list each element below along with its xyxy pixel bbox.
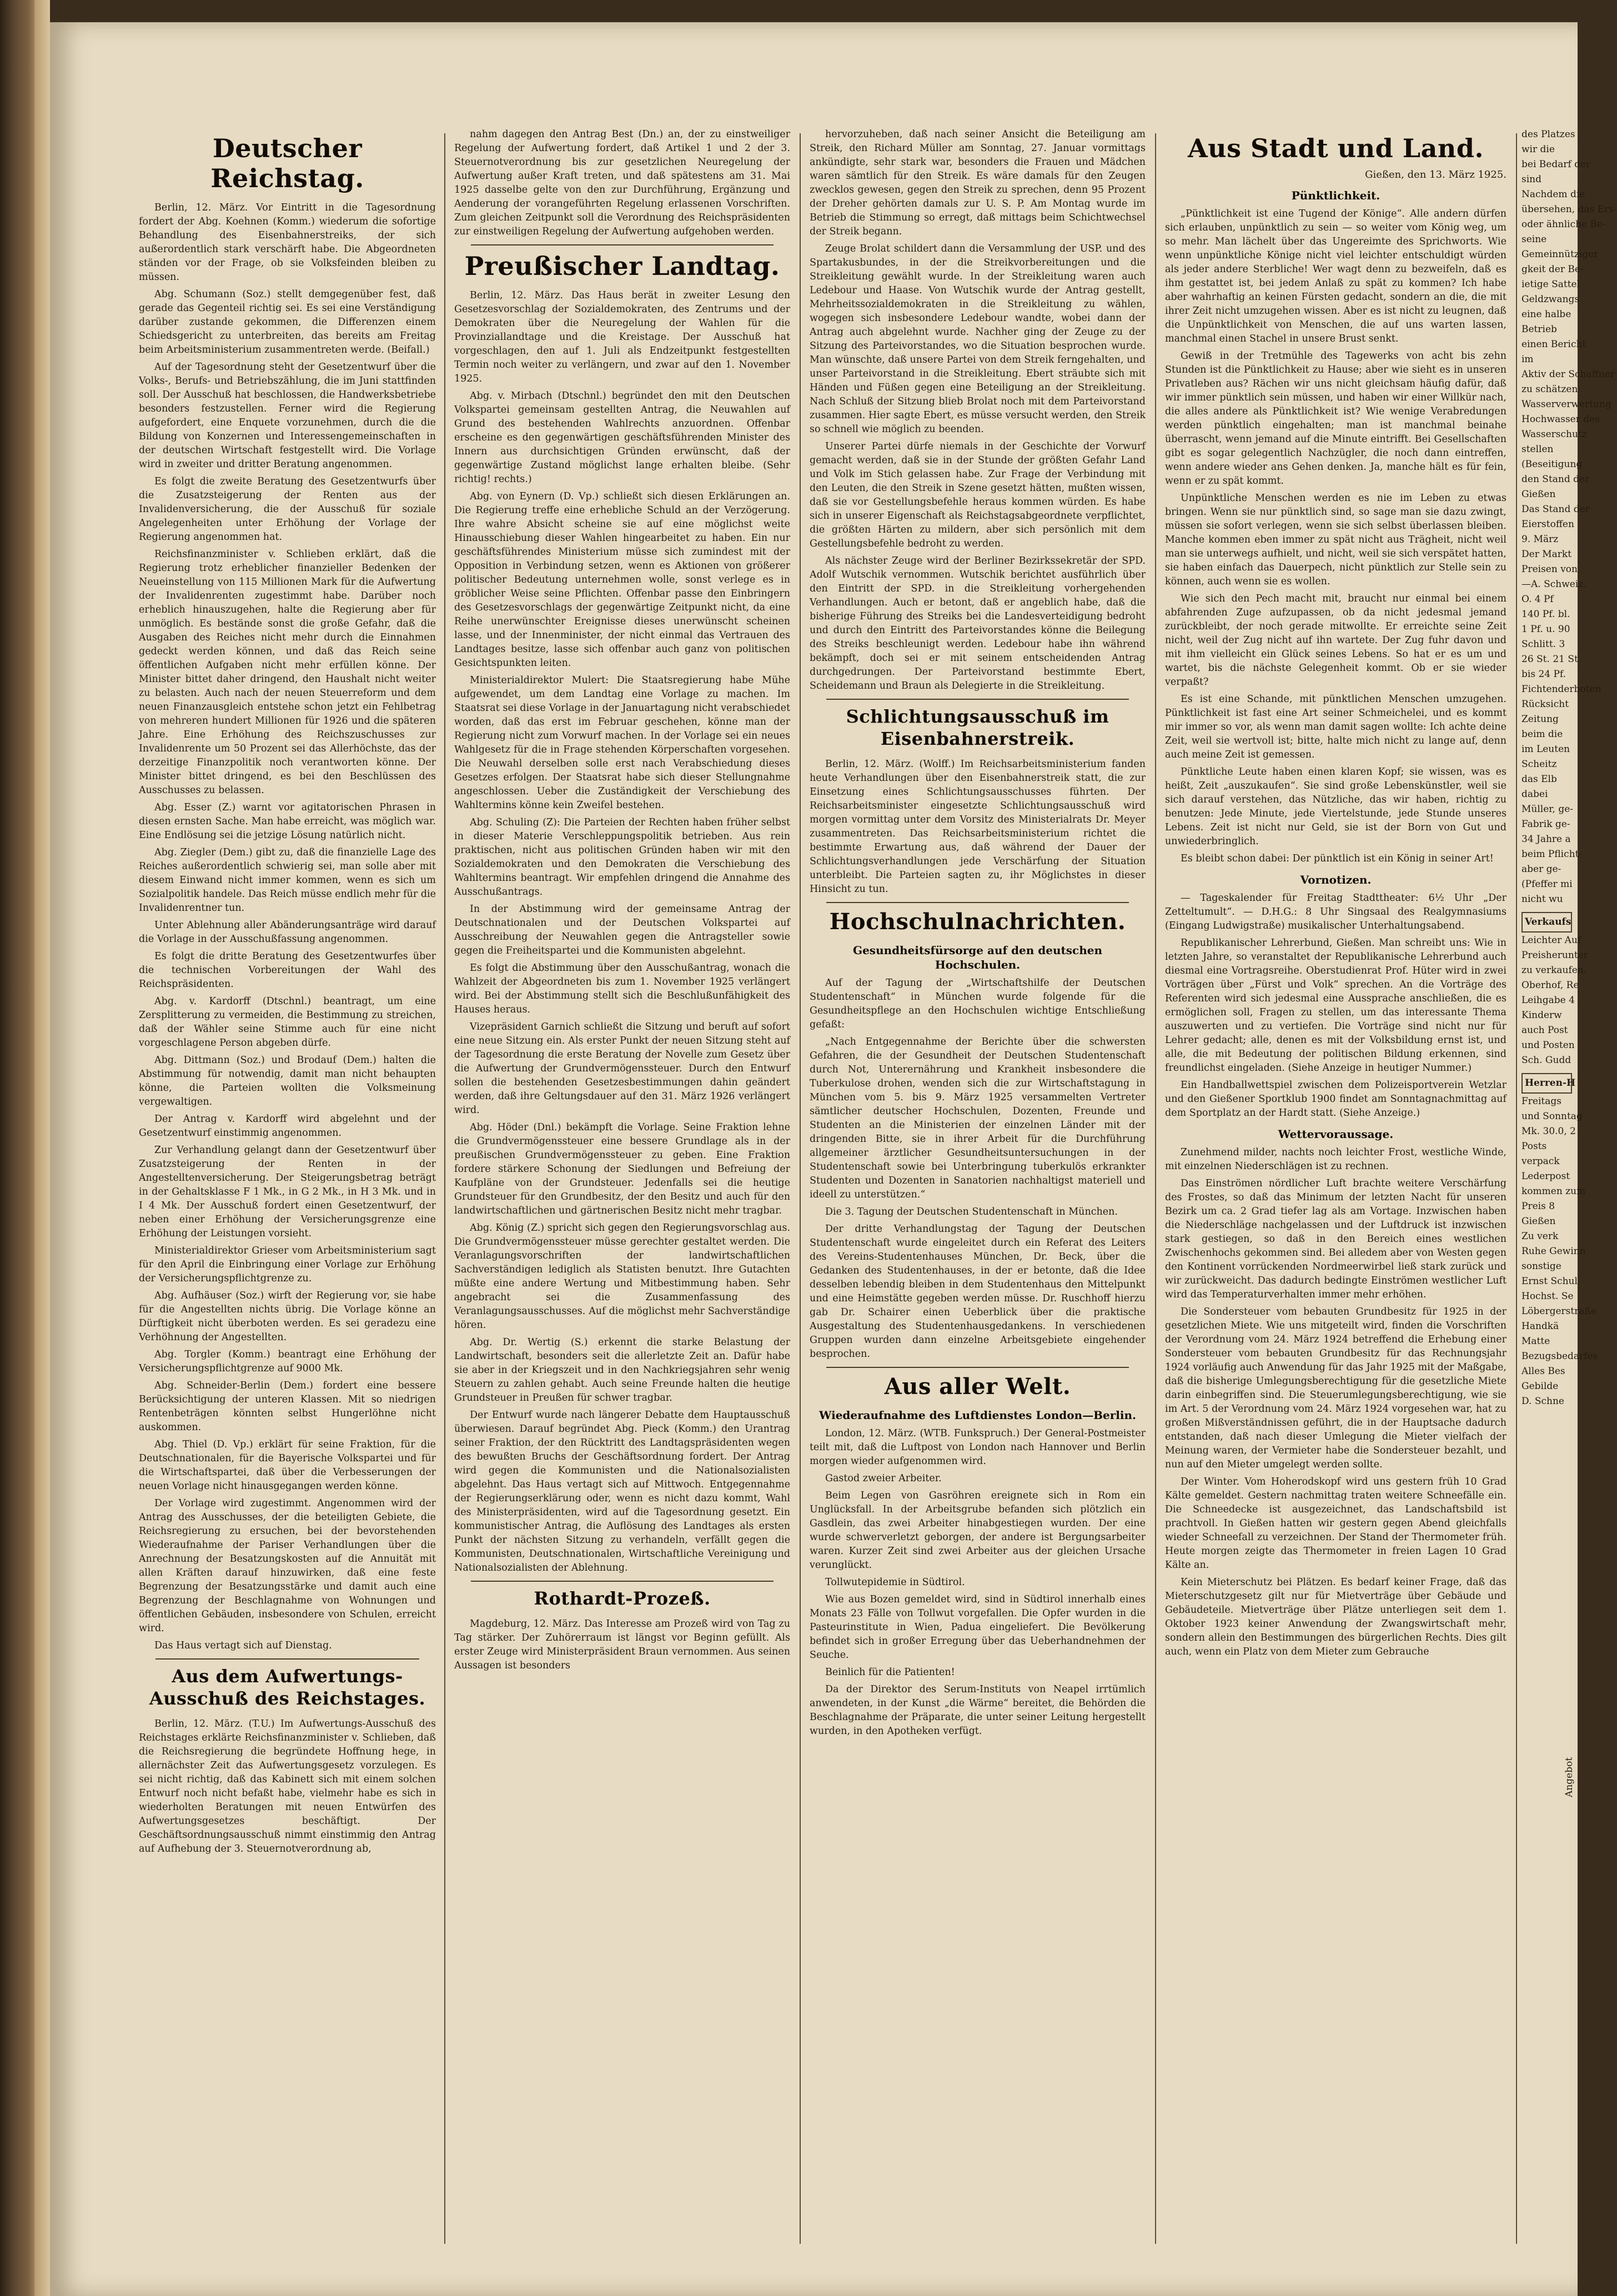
edge-line: (Beseitigung — [1521, 459, 1583, 470]
edge-line: im Leuten — [1521, 744, 1570, 755]
edge-line: Gebilde — [1521, 1381, 1559, 1392]
paragraph: Es folgt die zweite Beratung des Gesetzentwurfs über die Zusatzsteigerung der Renten aus der Invalidenversicherung, die der Ausschuß für soziale Angelegenheiten unter Erhöhung der Vorlage der Regierung angenommen hat. — [139, 476, 436, 543]
paragraph: nahm dagegen den Antrag Best (Dn.) an, der zu einstweiliger Regelung der Aufwertung fordert, daß Artikel 1 und 2 der 3. Steuernotverordnung bis zur gesetzlichen Neuregelung der Aufwertung außer Kraft treten, und daß spätestens am 31. Mai 1925 dasselbe gelte von den zur Durchführung, Ergänzung und Aenderung der vorangeführten Regelung erlassenen Vorschriften. Zum gleichen Zeitpunkt soll die Verordnung des Reichspräsidenten zur einstweiligen Regelung der Aufwertung aufgehoben werden. — [454, 129, 790, 237]
separator — [471, 1581, 774, 1582]
paragraph: Vizepräsident Garnich schließt die Sitzung und beruft auf sofort eine neue Sitzung ein. Als erster Punkt der neuen Sitzung steht auf der Tagesordnung die erste Beratung der Novelle zum Gesetz über die Aufwertung der Grundvermögenssteuer. Durch den Entwurf sollen die bestehenden Gesetzesbestimmungen dahin geändert werden, daß ihre Geltungsdauer auf den 31. März 1926 verlängert wird. — [454, 1021, 790, 1116]
headline-stadt-land: Aus Stadt und Land. — [1187, 133, 1484, 163]
edge-line: 34 Jahre a — [1521, 834, 1571, 845]
edge-line: Das Stand der — [1521, 504, 1590, 515]
side-vertical-word: Angebot — [1564, 1757, 1575, 1798]
edge-line: stellen — [1521, 444, 1554, 455]
edge-line: Leichter Auf — [1521, 935, 1581, 946]
edge-line: sind — [1521, 174, 1541, 185]
paragraph: Die Sondersteuer vom bebauten Grundbesitz für 1925 in der gesetzlichen Miete. Wie uns mitgeteilt wird, finden die Vorschriften der Verordnung vom 24. März 1924 betreffend die Erhebung einer Sondersteuer vom bebauten Grundbesitz für das Rechnungsjahr 1924 vorläufig auch Anwendung für das Jahr 1925 mit der Maßgabe, daß die bisherige Umlegungsberechtigung für die gesetzliche Miete darin einbegriffen sind. Die Steuerumlegungsberechtigung, wie sie im Art. 5 der Verordnung vom 24. März 1924 vorgesehen war, hat zu großen Mißverständnissen geführt, die in der Hauptsache dadurch entstanden, daß nach dieser Umlegung die Mieter vielfach der Meinung waren, der Vermieter habe die Sondersteuer bezahlt, und nun auf den Mieter umgelegt werden sollte. — [1165, 1306, 1506, 1470]
headline-aufwertung: Aus dem Aufwertungs-Ausschuß des Reichstages. — [149, 1666, 426, 1709]
paragraph: Abg. Torgler (Komm.) beantragt eine Erhöhung der Versicherungspflichtgrenze auf 9000 Mk. — [139, 1349, 436, 1374]
edge-line: Matte — [1521, 1336, 1550, 1347]
aufwertung-continued — [454, 128, 790, 239]
paragraph: Unter Ablehnung aller Abänderungsanträge wird darauf die Vorlage in der Ausschußfassung angenommen. — [139, 920, 436, 945]
paragraph: In der Abstimmung wird der gemeinsame Antrag der Deutschnationalen und der Deutschen Volkspartei auf Ausschreibung der Neuwahlen gegen die Antragsteller sowie gegen die Freiheitspartei und die Kommunisten abgelehnt. — [454, 904, 790, 956]
paragraph: Der dritte Verhandlungstag der Tagung der Deutschen Studentenschaft wurde eingeleitet durch ein Referat des Leiters des Vereins-Studentenhauses München, Dr. Beck, über die Gedanken des Studentenhauses, in der er betonte, daß die Idee desselben lebendig bleiben in dem Studentenhaus den Mittelpunkt und eine Heimstätte gegeben werden müsse. Dr. Ruschhoff hierzu gab Dr. Schairer einen Ueberblick über die praktische Ausgestaltung des Studentenhausgedankens. In verschiedenen Gruppen wurden dann einzelne Arbeitsgebiete eingehender besprochen. — [810, 1224, 1146, 1360]
edge-line: Eierstoffen — [1521, 519, 1574, 530]
paragraph: Tollwutepidemie in Südtirol. — [825, 1577, 965, 1588]
edge-line: sonstige — [1521, 1261, 1561, 1272]
paragraph: Wie sich den Pech macht mit, braucht nur einmal bei einem abfahrenden Zuge aufzupassen, ob da nicht jedesmal jemand zurückbleibt, der noch gerade mitwollte. Er erreichte seine Zeit nicht, weil der Zug nicht auf ihn wartete. Der Zug fuhr davon und mit ihm vielleicht ein Glück seines Lebens. So hat er es um und wartet, bis die nächste Gelegenheit kommt. Ob er sie wieder verpaßt? — [1165, 593, 1506, 688]
paragraph: Beinlich für die Patienten! — [825, 1667, 955, 1678]
column-landtag — [454, 128, 790, 2266]
edge-line: Der Markt — [1521, 549, 1572, 560]
edge-line: Hochwasser des — [1521, 414, 1600, 425]
edge-line: ietige Sattel — [1521, 279, 1580, 290]
paragraph: Unpünktliche Menschen werden es nie im Leben zu etwas bringen. Wenn sie nur pünktlich sind, so sage man sie dazu zwingt, müssen sie sofort verlegen, wenn sie sich selbst überlassen bleiben. Manche kommen eben immer zu spät nicht aus Trägheit, nicht weil man sie unterwegs aufhielt, und nicht, weil sie sich verspätet hatten, sie haben einfach das Dauerpech, nicht pünktlich zur Stelle sein zu können, auch wenn sie es wollen. — [1165, 493, 1506, 587]
edge-line: verpack — [1521, 1156, 1560, 1167]
paragraph: hervorzuheben, daß nach seiner Ansicht die Beteiligung am Streik, den Richard Müller am Sonntag, 27. Januar vormittags ankündigte, sehr stark war, besonders die Frauen und Mädchen waren sämtlich für den Streik. Es wäre damals für den Zeugen zwecklos gewesen, gegen den Streik zu sprechen, denn 95 Prozent der Dreher gehörten damals zur U. S. P. Am Montag wurde im Betrieb die Stimmung so erregt, daß mittags beim Schichtwechsel der Streik begann. — [810, 129, 1146, 237]
paragraph: Abg. Thiel (D. Vp.) erklärt für seine Fraktion, für die Deutschnationalen, für die Bayerische Volkspartei und für die Wirtschaftspartei, daß über die Verbesserungen der neuen Vorlage nicht hinausgegangen werden könne. — [139, 1439, 436, 1492]
edge-lines-mid — [1521, 934, 1588, 1067]
edge-line: Gemeinnütziger — [1521, 249, 1599, 260]
edge-line: Gießen — [1521, 489, 1556, 500]
edge-line: 1 Pf. u. 90 — [1521, 624, 1570, 635]
paragraph: Zeuge Brolat schildert dann die Versammlung der USP. und des Spartakusbundes, in der die Streikvorbereitungen und die Streikleitung gewählt wurde. In der Streikleitung waren auch Ledebour und Haase. Von Wutschik wurde der Antrag gestellt, Mehrheitssozialdemokraten in die Streikleitung zu wählen, wogegen sich insbesondere Ledebour wandte, wobei dann der Antrag auch abgelehnt wurde. Nachher ging der Zeuge zu der Sitzung des Parteivorstandes, wo die Situation besprochen wurde. Man wünschte, daß unsere Partei von dem Streik ferngehalten, und unser Parteivorstand in die Streikleitung. Ebert sträubte sich mit Händen und Füßen gegen eine Beteiligung an der Streikleitung. Nach Schluß der Sitzung blieb Brolat noch mit dem Parteivorstand zusammen. Hier sagte Ebert, es müsse versucht werden, den Streik so schnell wie möglich zu beenden. — [810, 243, 1146, 435]
paragraph: Der Winter. Vom Hoherodskopf wird uns gestern früh 10 Grad Kälte gemeldet. Gestern nachmittag traten weitere Schneefälle ein. Die Schneedecke ist ausgezeichnet, das Landschaftsbild ist prachtvoll. In Gießen hatten wir gestern gegen Abend gleichfalls wieder Schneefall zu verzeichnen. Der Stand der Thermometer früh. Heute morgen zeigte das Thermometer in freien Lagen 10 Grad Kälte an. — [1165, 1476, 1506, 1571]
paragraph: Abg. Ziegler (Dem.) gibt zu, daß die finanzielle Lage des Reiches außerordentlich schwierig sei, man solle aber mit diesem Einwand nicht immer kommen, wenn es sich um Sozialpolitik handele. Das Reich müsse endlich mehr für die Invalidenrentner tun. — [139, 847, 436, 914]
edge-line: Löbergerstraße — [1521, 1306, 1596, 1317]
edge-line: Mk. 30.0, 2 — [1521, 1126, 1576, 1137]
landtag-body — [454, 289, 790, 1575]
edge-line: O. 4 Pf — [1521, 594, 1554, 605]
column-rule-2 — [800, 133, 801, 2244]
puenktlichkeit-body — [1165, 207, 1506, 866]
paragraph: Ministerialdirektor Mulert: Die Staatsregierung habe Mühe aufgewendet, um dem Landtag eine Vorlage zu machen. Im Staatsrat sei diese Vorlage in der Januartagung nicht verabschiedet worden, daß das erst im Februar geschehen, könne man der Regierung nicht zum Vorwurf machen. In der Vorlage sei ein neues Wahlgesetz für die in Frage stehenden Körperschaften vorgesehen. Die Neuwahl derselben solle erst nach Verabschiedung dieses Gesetzes erfolgen. Der Staatsrat habe sich dieser Stellungnahme angeschlossen. Ueber die Zuständigkeit der Verschiebung des Wahltermins könne kein Zweifel bestehen. — [454, 675, 790, 811]
edge-line: den Stand der — [1521, 474, 1590, 485]
edge-line: Müller, ge- — [1521, 804, 1574, 815]
paragraph: Das Einströmen nördlicher Luft brachte weitere Verschärfung des Frostes, so daß das Minimum der letzten Nacht für unseren Bezirk um ca. 2 Grad tiefer lag als am Vortage. Inzwischen haben die Niederschläge nachgelassen und der Luftdruck ist inzwischen stark gestiegen, so daß in den Bereich eines westlichen Zwischenhochs gekommen sind. Bei alledem aber von Westen gegen den Kontinent vorrückenden Nordmeerwirbel ließ stark zurück und wir zurückweicht. Das dadurch bedingte Einströmen westlicher Luft wird das Temperaturverhalten immer mehr erhöhen. — [1165, 1178, 1506, 1300]
edge-line: Leihgabe 4 — [1521, 995, 1575, 1006]
edge-line: (Pfeffer mi — [1521, 879, 1573, 890]
paragraph: Abg. Aufhäuser (Soz.) wirft der Regierung vor, sie habe für die Angestellten nichts übrig. Die Vorlage könne an Dürftigkeit nicht überboten werden. Es sei geradezu eine Verhöhnung der Angestellten. — [139, 1290, 436, 1343]
aller-welt-body — [810, 1427, 1146, 1738]
edge-line: nicht wu — [1521, 894, 1563, 905]
edge-lines-low — [1521, 1095, 1598, 1408]
edge-line: wir die — [1521, 144, 1555, 155]
paragraph: Als nächster Zeuge wird der Berliner Bezirkssekretär der SPD. Adolf Wutschik vernommen. Wutschik berichtet ausführlich über den Eintritt der SPD. in die Streikleitung vorhergehenden Verhandlungen. Auch er betont, daß er angeblich habe, daß die bisherige Führung des Streiks bei die Landesverteidigung bedroht und durch den Eintritt des Parteivorstandes könne die Beilegung des Streiks beschleunigt werden. Ledebour habe ihn während bekämpft, doch sei er mit seinem entscheidenden Antrag durchgedrungen. Der Parteivorstand bestimmte Ebert, Scheidemann und Braun als Delegierte in die Streikleitung. — [810, 555, 1146, 691]
paragraph: Abg. Dittmann (Soz.) und Brodauf (Dem.) halten die Abstimmung für notwendig, damit man nicht behaupten könne, die Parteien wollten die Volksmeinung vergewaltigen. — [139, 1055, 436, 1107]
headline-rothardt: Rothardt-Prozeß. — [534, 1588, 711, 1609]
edge-line: auch Post — [1521, 1025, 1568, 1036]
paragraph: Magdeburg, 12. März. Das Interesse am Prozeß wird von Tag zu Tag stärker. Der Zuhörerraum ist längst vor Beginn gefüllt. Als erster Zeuge wird Ministerpräsident Braun vernommen. Aus seinen Aussagen ist besonders — [454, 1618, 790, 1671]
edge-line: Bezugsbedarfes — [1521, 1351, 1598, 1362]
edge-line: Lederpost — [1521, 1171, 1570, 1182]
separator — [826, 699, 1129, 700]
edge-line: beim die — [1521, 729, 1563, 740]
edge-line: Posts — [1521, 1141, 1547, 1152]
edge-line: D. Schne — [1521, 1396, 1564, 1407]
column-mixed — [810, 128, 1146, 2266]
headline-hochschul: Hochschulnachrichten. — [829, 909, 1126, 935]
edge-line: einen Bericht — [1521, 339, 1586, 350]
edge-line: Ruhe Gewinn — [1521, 1246, 1586, 1257]
edge-line: bis 24 Pf. — [1521, 669, 1566, 680]
edge-line: Kinderw — [1521, 1010, 1562, 1021]
paragraph: Abg. v. Mirbach (Dtschnl.) begründet den mit den Deutschen Volkspartei gemeinsam gestellten Antrag, die Neuwahlen auf Grund des bestehenden Wahlrechts anzuordnen. Offenbar erscheine es den gegenwärtigen geschäftsführenden Minister des Innern aus durchsichtigen Gründen erwünscht, daß der gegenwärtige Zustand möglichst lange erhalten bleibe. (Sehr richtig! rechts.) — [454, 390, 790, 485]
edge-line: übersehen, das Ers- — [1521, 204, 1617, 215]
binding-spine — [0, 0, 34, 2296]
paragraph: Abg. v. Kardorff (Dtschnl.) beantragt, um eine Zersplitterung zu vermeiden, die Bestimmung zu streichen, daß der Wähler seine Stimme auch für eine nicht vorgeschlagene Person abgeben dürfe. — [139, 996, 436, 1049]
edge-line: und Sonntag — [1521, 1111, 1583, 1122]
edge-line: Rücksicht — [1521, 699, 1569, 710]
lokales-body — [1165, 1305, 1506, 1659]
edge-line: Freitags — [1521, 1096, 1561, 1107]
headline-schlichtung: Schlichtungsausschuß im Eisenbahnerstreik. — [846, 706, 1109, 749]
paragraph: Reichsfinanzminister v. Schlieben erklärt, daß die Regierung trotz erheblicher finanzieller Bedenken der Neueinstellung von 115 Millionen Mark für die Aufwertung der Invalidenrenten zugestimmt habe. Darüber noch erheblich hinauszugehen, halte die Regierung aber für unmöglich. Es bestände sonst die große Gefahr, daß die Ausgaben des Reiches nicht mehr durch die Einnahmen gedeckt werden können, und daß das Reich seine öffentlichen Aufgaben nicht mehr erfüllen könne. Der Minister bittet daher dringend, den Haushalt nicht weiter zu belasten. Auch nach der neuen Steuerreform und dem neuen Finanzausgleich entstehe schon jetzt ein Fehlbetrag von mehreren hundert Millionen für 1926 und die späteren Jahre. Eine Erhöhung des Reichszuschusses zur Invalidenrente um 50 Prozent sei das Allerhöchste, das der derzeitige Finanzpolitik noch verantworten könne. Der Minister bittet dringend, es bei den Beschlüssen des Ausschusses zu belassen. — [139, 549, 436, 796]
reichstag-body — [139, 201, 436, 1653]
edge-column-ads — [1521, 128, 1617, 2238]
paragraph: Der Antrag v. Kardorff wird abgelehnt und der Gesetzentwurf einstimmig angenommen. — [139, 1114, 436, 1139]
edge-line: Betrieb — [1521, 324, 1557, 335]
edge-line: Fabrik ge- — [1521, 819, 1570, 830]
paragraph: Berlin, 12. März. Das Haus berät in zweiter Lesung den Gesetzesvorschlag der Sozialdemokraten, des Zentrums und der Demokraten über die Neuregelung der Wahlen für die Provinziallandtage und die Kreistage. Der Ausschuß hat vorgeschlagen, den auf 1. Juli als Endzeitpunkt festgestellten Termin noch weiter zu verlängern, und zwar auf den 1. November 1925. — [454, 290, 790, 384]
edge-line: Preisen von — [1521, 564, 1578, 575]
edge-line: 140 Pf. bl. — [1521, 609, 1570, 620]
headline-aller-welt: Aus aller Welt. — [884, 1373, 1071, 1400]
binding-edge — [34, 0, 50, 2296]
edge-line: beim Pflicht- — [1521, 849, 1583, 860]
edge-line: Zeitung — [1521, 714, 1559, 725]
subheadline-puenktlichkeit: Pünktlichkeit. — [1291, 189, 1380, 202]
paragraph: Berlin, 12. März. (T.U.) Im Aufwertungs-Ausschuß des Reichstages erklärte Reichsfinanzminister v. Schlieben, daß die Reichsregierung die begründete Hoffnung hege, in allernächster Zeit das Aufwertungsgesetz vorzulegen. Es sei nicht richtig, daß das Kabinett sich mit einem solchen Entwurf noch nicht befaßt habe, vielmehr habe es sich in wiederholten Beratungen mit neuen Entwürfen des Aufwertungsgesetzes beschäftigt. Der Geschäftsordnungsausschuß nimmt einstimmig den Antrag auf Aufhebung der 3. Steuernotverordnung ab, — [139, 1718, 436, 1854]
paragraph: Abg. Schumann (Soz.) stellt demgegenüber fest, daß gerade das Gegenteil richtig sei. Es sei eine Verständigung darüber zustande gekommen, die Differenzen einem Schiedsgericht zu unterbreiten, das bereits am Freitag beim Arbeitsministerium zusammentreten werde. (Beifall.) — [139, 289, 436, 355]
paragraph: Ministerialdirektor Grieser vom Arbeitsministerium sagt für den April die Einbringung einer Vorlage zur Erhöhung der Versicherungspflichtgrenze zu. — [139, 1245, 436, 1284]
newspaper-page — [50, 22, 1617, 2296]
paragraph: Abg. Esser (Z.) warnt vor agitatorischen Phrasen in diesen ernsten Sache. Man habe erreicht, was möglich war. Eine Endlösung sei die jetzige Lösung natürlich nicht. — [139, 802, 436, 841]
edge-line: —A. Schweiz. — [1521, 579, 1586, 590]
edge-line: 26 St. 21 St. — [1521, 654, 1581, 665]
paragraph: Kein Mieterschutz bei Plätzen. Es bedarf keiner Frage, daß das Mieterschutzgesetz gilt nur für Mietverträge über Gebäude und Gebäudeteile. Mietverträge über Plätze unterliegen seit dem 1. Oktober 1923 keiner Anwendung der Zwangswirtschaft mehr, sondern allein den Bestimmungen des bürgerlichen Rechts. Dies gilt auch, wenn ein Platz von dem Mieter zum Gebrauche — [1165, 1577, 1506, 1657]
edge-line: gkeit der Be- — [1521, 264, 1584, 275]
headline-reichstag: Deutscher Reichstag. — [210, 133, 364, 193]
edge-line: bei Bedarf der — [1521, 159, 1591, 170]
headline-landtag: Preußischer Landtag. — [464, 251, 780, 281]
edge-line: Wasserschutz — [1521, 429, 1587, 440]
edge-line: zu schätzen — [1521, 384, 1578, 395]
column-reichstag — [139, 128, 436, 2266]
paragraph: Ein Handballwettspiel zwischen dem Polizeisportverein Wetzlar und den Gießener Sportklub 1900 findet am Sonntagnachmittag auf dem Sportplatz an der Hardt statt. (Siehe Anzeige.) — [1165, 1080, 1506, 1119]
paragraph: Es bleibt schon dabei: Der pünktlich ist ein König in seiner Art! — [1181, 853, 1494, 864]
separator — [471, 244, 774, 245]
edge-line: Oberhof, Re — [1521, 980, 1579, 991]
paragraph: Gewiß in der Tretmühle des Tagewerks von acht bis zehn Stunden ist die Pünktlichkeit zu Hause; aber wie sieht es in unseren Privatleben aus? Rächen wir uns nicht gleichsam häufig dafür, daß wir immer pünktlich sein müssen, und haben wir einer Willkür nach, die alles andere als Pünktlichkeit ist? Wie wenige Verabredungen werden pünktlich eingehalten; man ist manchmal beinahe überrascht, wenn jemand auf die Minute eintrifft. Bei Gesellschaften gibt es sogar gelegentlich Nachzügler, die noch dann eintreffen, wenn andere wieder ans Gehen denken. Ja, manche hält es für fein, wenn er zu spät kommt. — [1165, 350, 1506, 487]
edge-line: Gießen — [1521, 1216, 1556, 1227]
paragraph: Abg. Höder (Dnl.) bekämpft die Vorlage. Seine Fraktion lehne die Grundvermögenssteuer eine bessere Grundlage als in der preußischen Grundvermögenssteuer zu geben. Eine Fraktion fordere stärkere Schonung der Siedlungen und Befreiung der Kaufpläne von der Grundsteuer. Jedenfalls sei die heutige Grundsteuer für den Grundbesitz, der den Besitz und auch für den landwirtschaftlichen und gärtnerischen Besitz nicht mehr tragbar. — [454, 1122, 790, 1216]
edge-line: und Posten — [1521, 1040, 1575, 1051]
edge-line: seine — [1521, 234, 1547, 245]
paragraph: Abg. König (Z.) spricht sich gegen den Regierungsvorschlag aus. Die Grundvermögenssteuer müsse gerechter gestaltet werden. Die Veranlagungsvorschriften der landwirtschaftlichen Sachverständigen lediglich als Statisten benutzt. Ihre Gutachten müßte eine andere Wertung und Mitbestimmung haben. Sehr angebracht sei die Zusammenfassung des Veranlagungsausschusses. Auf die möglichst mehr Sachverständige hören. — [454, 1222, 790, 1331]
paragraph: Beim Legen von Gasröhren ereignete sich in Rom ein Unglücksfall. In der Arbeitsgrube befanden sich plötzlich ein Gasdlein, das zwei Arbeiter hinabgestiegen wurden. Der eine wurde schwerverletzt geborgen, der andere ist Bergungsarbeiter waren. Kurzer Zeit sind zwei Arbeiter aus der gleichen Ursache verunglückt. — [810, 1490, 1146, 1571]
edge-line: Wasserverwertung — [1521, 399, 1611, 410]
separator — [826, 902, 1129, 903]
edge-line: Scheitz — [1521, 759, 1557, 770]
paragraph: „Pünktlichkeit ist eine Tugend der Könige“. Alle andern dürfen sich erlauben, unpünktlich zu sein — so weiter vom König weg, um so mehr. Man lächelt über das Ungereimte des Sprichworts. Wie wenn unpünktliche Könige nicht viel leichter entschuldigt würden als jeder andere Sterbliche! Wer wagt denn zu bezweifeln, daß es ihm gestattet ist, bei jedem Anlaß zu spät zu kommen? Ich habe aber wahrhaftig an keinen Fürsten gedacht, sondern an die, die mit ihrer Zeit nicht umzugehen wissen. Aber es ist nicht zu leugnen, daß die Unpünktlichkeit von Menschen, die auf uns warten lassen, manchmal einen Stachel in unsere Brust senkt. — [1165, 208, 1506, 344]
paragraph: Der Entwurf wurde nach längerer Debatte dem Hauptausschuß überwiesen. Darauf begründet Abg. Pieck (Komm.) den Urantrag seiner Fraktion, der den Rücktritt des Landtagspräsidenten wegen des bewußten Bruchs der Geschäftsordnung fordert. Der Antrag wird gegen die Kommunisten und die Nationalsozialisten abgelehnt. Das Haus vertagt sich auf Mittwoch. Entgegennahme der Regierungserklärung oder, wenn es nicht dazu kommt, Wahl des Ministerpräsidenten, wird auf die Tagesordnung gesetzt. Ein kommunistischer Antrag, die Auflösung des Landtages als ersten Punkt der nächsten Sitzung zu verhandeln, verfällt gegen die Kommunisten, Deutschnationalen, Wirtschaftliche Vereinigung und Nationalsozialisten der Ablehnung. — [454, 1410, 790, 1573]
edge-line: Ernst Schul — [1521, 1276, 1578, 1287]
paragraph: Republikanischer Lehrerbund, Gießen. Man schreibt uns: Wie in letzten Jahre, so veranstaltet der Republikanische Lehrerbund auch diesmal eine Vortragsreihe. Oberstudienrat Prof. Hüter wird in zwei Vorträgen über „Fürst und Volk“ sprechen. An die Vorträge des Referenten wird sich jedesmal eine Aussprache anschließen, die es ermöglichen soll, Fragen zu stellen, um das interessante Thema auszuwerten und zu vertiefen. Die Vorträge sind nicht nur für Lehrer gedacht; alle, denen es mit der Volksbildung ernst ist, und alle, die mit Bedeutung der politischen Bildung erkennen, sind freundlichst eingeladen. (Siehe Anzeige in heutiger Nummer.) — [1165, 938, 1506, 1074]
separator — [155, 1658, 419, 1660]
paragraph: Da der Direktor des Serum-Instituts von Neapel irrtümlich anwendeten, in der Kunst „die Wärme“ bereitet, die Behörden die Beschlagnahme der Präparate, die unter seiner Leitung hergestellt wurden, in den Apotheken verfügt. — [810, 1684, 1146, 1737]
column-rule-4 — [1516, 133, 1517, 2244]
paragraph: Unserer Partei dürfe niemals in der Geschichte der Vorwurf gemacht werden, daß sie in der Stunde der größten Gefahr Land und Volk im Stich gelassen habe. Zur Frage der Verbindung mit den Leuten, die den Streik in Szene gesetzt hätten, mußten wissen, daß sie vor Gestellungsbefehle heraus kommen würden. Es habe sich in unserer Eigenschaft als Reichstagsabgeordnete verpflichtet, die größten Härten zu mildern, aber sich persönlich mit dem Gestellungsbefehle bedroht zu werden. — [810, 441, 1146, 549]
paragraph: „Nach Entgegennahme der Berichte über die schwersten Gefahren, die der Gesundheit der Deutschen Studentenschaft durch Not, Unterernährung und Krankheit insbesondere die Tuberkulose drohen, wenden sich die zur Wirtschaftstagung in München vom 5. bis 9. März 1925 versammelten Vertreter sämtlicher deutscher Hochschulen, Dozenten, Freunde und Studenten an die Ministerien der einzelnen Länder mit der dringenden Bitte, sie in ihrer Arbeit für die Durchführung allgemeiner ärztlicher Gesundheitsuntersuchungen in der Studentenschaft sowie bei Unterbringung tuberkulös erkrankter Studenten und Dozenten in Sanatorien nachhaltigst materiell und ideell zu unterstützen.“ — [810, 1036, 1146, 1200]
edge-line: Hochst. Se — [1521, 1291, 1574, 1302]
subheadline-luftdienst: Wiederaufnahme des Luftdienstes London—Berlin. — [818, 1408, 1136, 1422]
schlichtung-body — [810, 758, 1146, 896]
edge-line: Sch. Gudd — [1521, 1055, 1571, 1066]
paragraph: Die 3. Tagung der Deutschen Studentenschaft in München. — [825, 1206, 1118, 1217]
rothardt-continued — [810, 128, 1146, 693]
edge-line: des Platzes — [1521, 129, 1575, 140]
paragraph: Abg. von Eynern (D. Vp.) schließt sich diesen Erklärungen an. Die Regierung treffe eine erhebliche Schuld an der Verzögerung. Ihre wahre Absicht scheine sie auf eine möglichst weite Hinausschiebung dieser Wahlen hingearbeitet zu haben. Ein nur geschäftsführendes Ministerium müsse sich zumindest mit der Opposition in Verbindung setzen, wenn es Aktionen von größerer politischer Bedeutung unternehmen wolle, sonst verlege es in gröblicher Weise seine Pflichten. Offenbar passe den Einbringern des Gesetzesvorschlags der gegenwärtige Zeitpunkt nicht, da eine Reihe unerwünschter Ereignisse dieses unerwünscht scheinen lasse, und der Innenminister, der nicht einmal das Vertrauen des Landtages besitze, lasse sich offenbar auch ganz von politischen Gesichtspunkten leiten. — [454, 491, 790, 669]
paragraph: — Tageskalender für Freitag Stadttheater: 6½ Uhr „Der Zetteltumult“. — D.H.G.: 8 Uhr Singsaal des Realgymnasiums (Eingang Ludwigstraße) musikalischer Unterhaltungsabend. — [1165, 893, 1506, 931]
edge-line: das Elb — [1521, 774, 1557, 785]
edge-line: zu verkaufen. — [1521, 965, 1587, 976]
edge-line: Alles Bes — [1521, 1366, 1565, 1377]
paragraph: Abg. Schneider-Berlin (Dem.) fordert eine bessere Berücksichtigung der unteren Klassen. Mit so niedrigen Rentenbeträgen könnten selbst Hungerlöhne nicht auskommen. — [139, 1380, 436, 1433]
edge-line: dabei — [1521, 789, 1548, 800]
paragraph: Zunehmend milder, nachts noch leichter Frost, westliche Winde, mit einzelnen Niederschlägen ist zu rechnen. — [1165, 1147, 1506, 1172]
edge-ad-box: Herren-H — [1521, 1073, 1572, 1094]
edge-line: aber ge- — [1521, 864, 1561, 875]
paragraph: Es folgt die Abstimmung über den Ausschußantrag, wonach die Wahlzeit der Abgeordneten bis zum 1. November 1925 verlängert wird. Bei der Abstimmung stellt sich die Beschlußunfähigkeit des Hauses heraus. — [454, 962, 790, 1015]
paragraph: Zur Verhandlung gelangt dann der Gesetzentwurf über Zusatzsteigerung der Renten in der Angestelltenversicherung. Der Steigerungsbetrag beträgt in der Gehaltsklasse F 1 Mk., in G 2 Mk., in H 3 Mk. und in I 4 Mk. Der Ausschuß fordert einen Gesetzentwurf, der neben einer Erhöhung der Versicherungsgrenze eine Erhöhung der Leistungen vorsieht. — [139, 1145, 436, 1239]
separator — [826, 1367, 1129, 1368]
subheadline-wetter: Wettervoraussage. — [1278, 1127, 1394, 1141]
paragraph: Abg. Schuling (Z): Die Parteien der Rechten haben früher selbst in dieser Materie Verschleppungspolitik betrieben. Aus rein praktischen, nicht aus politischen Gründen haben wir mit den Sozialdemokraten und den Demokraten die Verschiebung des Wahltermins beantragt. Wir empfehlen dringend die Annahme des Ausschußantrags. — [454, 817, 790, 898]
column-stadt-land — [1165, 128, 1506, 2266]
paragraph: Berlin, 12. März. (Wolff.) Im Reichsarbeitsministerium fanden heute Verhandlungen über den Eisenbahnerstreik statt, die zur Einsetzung eines Schlichtungsausschusses führten. Der Reichsarbeitsminister eingesetzte Schlichtungsausschuß wird morgen vormittag unter dem Vorsitz des Ministerialrats Dr. Meyer zusammentreten. Das Reichsarbeitsministerium richtet die bestimmte Erwartung aus, daß während der Dauer der Schlichtungsverhandlungen jede Verschärfung der Situation unterbleibt. Die Parteien sagten zu, ihr Möglichstes in dieser Hinsicht zu tun. — [810, 759, 1146, 895]
paragraph: Berlin, 12. März. Vor Eintritt in die Tagesordnung fordert der Abg. Koehnen (Komm.) wiederum die sofortige Behandlung des Eisenbahnerstreiks, der sich außerordentlich stark verschärft habe. Die Abgeordneten ständen vor der Frage, ob sie Volksfeinden bleiben zu müssen. — [139, 202, 436, 283]
paragraph: Das Haus vertagt sich auf Dienstag. — [154, 1640, 332, 1651]
edge-line: Fichtenderboten — [1521, 684, 1601, 695]
hochschul-body — [810, 976, 1146, 1361]
edge-line: Schlitt. 3 — [1521, 639, 1565, 650]
edge-line: Preis 8 — [1521, 1201, 1555, 1212]
edge-line: 9. März — [1521, 534, 1559, 545]
wetter-body — [1165, 1146, 1506, 1302]
edge-line: Handkä — [1521, 1321, 1559, 1332]
column-rule-3 — [1155, 133, 1156, 2244]
dateline: Gießen, den 13. März 1925. — [1365, 169, 1506, 181]
paragraph: Der Vorlage wird zugestimmt. Angenommen wird der Antrag des Ausschusses, der die beteiligten Gebiete, die Reichsregierung zu ersuchen, bei der bevorstehenden Wiederaufnahme der Pariser Verhandlungen über die Anrechnung der Besatzungskosten auf die Annuität mit allen Kräften darauf hinzuwirken, daß eine feste Begrenzung der Besatzungsstärke und damit auch eine Begrenzung der Beschlagnahme von Wohnungen und öffentlichen Gebäuden, insbesondere von Schulen, erreicht wird. — [139, 1498, 436, 1634]
paragraph: Auf der Tagesordnung steht der Gesetzentwurf über die Volks-, Berufs- und Betriebszählung, die im Juni stattfinden soll. Der Ausschuß hat beschlossen, die Handwerksbetriebe besonders festzustellen. Ferner wird die Regierung aufgefordert, eine Enquete vorzunehmen, durch die die Bildung von Konzernen und Interessengemeinschaften in der deutschen Wirtschaft festgestellt wird. Die Vorlage wird in zweiter und dritter Beratung angenommen. — [139, 362, 436, 470]
subheadline-gesundheit: Gesundheitsfürsorge auf den deutschen Hochschulen. — [853, 944, 1102, 971]
edge-line: Zu verk — [1521, 1231, 1559, 1242]
edge-lines-top — [1521, 128, 1617, 906]
paragraph: Abg. Dr. Wertig (S.) erkennt die starke Belastung der Landwirtschaft, besonders seit die allerletzte Zeit an. Dafür habe sie aber in der Kriegszeit und in den Nachkriegsjahren sehr wenig Steuern zu zahlen gehabt. Auch seine Freunde halten die heutige Grundsteuer in Preußen für schwer tragbar. — [454, 1337, 790, 1403]
paragraph: London, 12. März. (WTB. Funkspruch.) Der General-Postmeister teilt mit, daß die Luftpost von London nach Hannover und Berlin morgen wieder aufgenommen wird. — [810, 1428, 1146, 1467]
paragraph: Wie aus Bozen gemeldet wird, sind in Südtirol innerhalb eines Monats 23 Fälle von Tollwut vorgefallen. Die Opfer wurden in die Pasteurinstitute in Wien, Padua eingeliefert. Die Bevölkerung befindet sich in großer Erregung über das Ueberhandnehmen der Seuche. — [810, 1594, 1146, 1661]
edge-line: eine halbe — [1521, 309, 1571, 320]
rothardt-body — [454, 1617, 790, 1673]
vornotizen-body — [1165, 891, 1506, 1120]
edge-line: Aktiv der Schaffner — [1521, 369, 1615, 380]
paragraph: Gastod zweier Arbeiter. — [825, 1473, 942, 1484]
aufwertung-body — [139, 1717, 436, 1856]
paragraph: Es folgt die dritte Beratung des Gesetzentwurfes über die technischen Vorbereitungen der Wahl des Reichspräsidenten. — [139, 951, 436, 990]
column-rule-1 — [444, 133, 445, 2244]
edge-line: Geldzwangs — [1521, 294, 1580, 305]
edge-line: Nachdem die — [1521, 189, 1585, 200]
edge-line: oder ähnliche Be- — [1521, 219, 1606, 230]
edge-line: im — [1521, 354, 1534, 365]
edge-line: kommen zum — [1521, 1186, 1586, 1197]
paragraph: Auf der Tagung der „Wirtschaftshilfe der Deutschen Studentenschaft“ in München wurde folgende für die Gesundheitspflege an den Hochschulen wichtige Entschließung gefaßt: — [810, 977, 1146, 1030]
paragraph: Pünktliche Leute haben einen klaren Kopf; sie wissen, was es heißt, Zeit „auszukaufen“. Sie sind große Lebenskünstler, weil sie sich darauf verstehen, das Nützliche, das wir haben, richtig zu benutzen: Jede Minute, jede Viertelstunde, jede Stunde unseres Lebens. Zeit ist nicht nur Geld, sie ist der Born von Gut und unwiederbringlich. — [1165, 766, 1506, 847]
paragraph: Es ist eine Schande, mit pünktlichen Menschen umzugehen. Pünktlichkeit ist fast eine Art seiner Schmeichelei, und es kommt mir immer so vor, als wenn man damit sagen wollte: Ich achte deine Zeit, weil sie wertvoll ist; bitte, halte mich nicht zu lange auf, denn auch meine Zeit ist gemessen. — [1165, 694, 1506, 760]
edge-line: Preisherunter — [1521, 950, 1588, 961]
subheadline-vornotizen: Vornotizen. — [1300, 873, 1372, 886]
edge-ad-box: Verkaufs — [1521, 912, 1572, 933]
